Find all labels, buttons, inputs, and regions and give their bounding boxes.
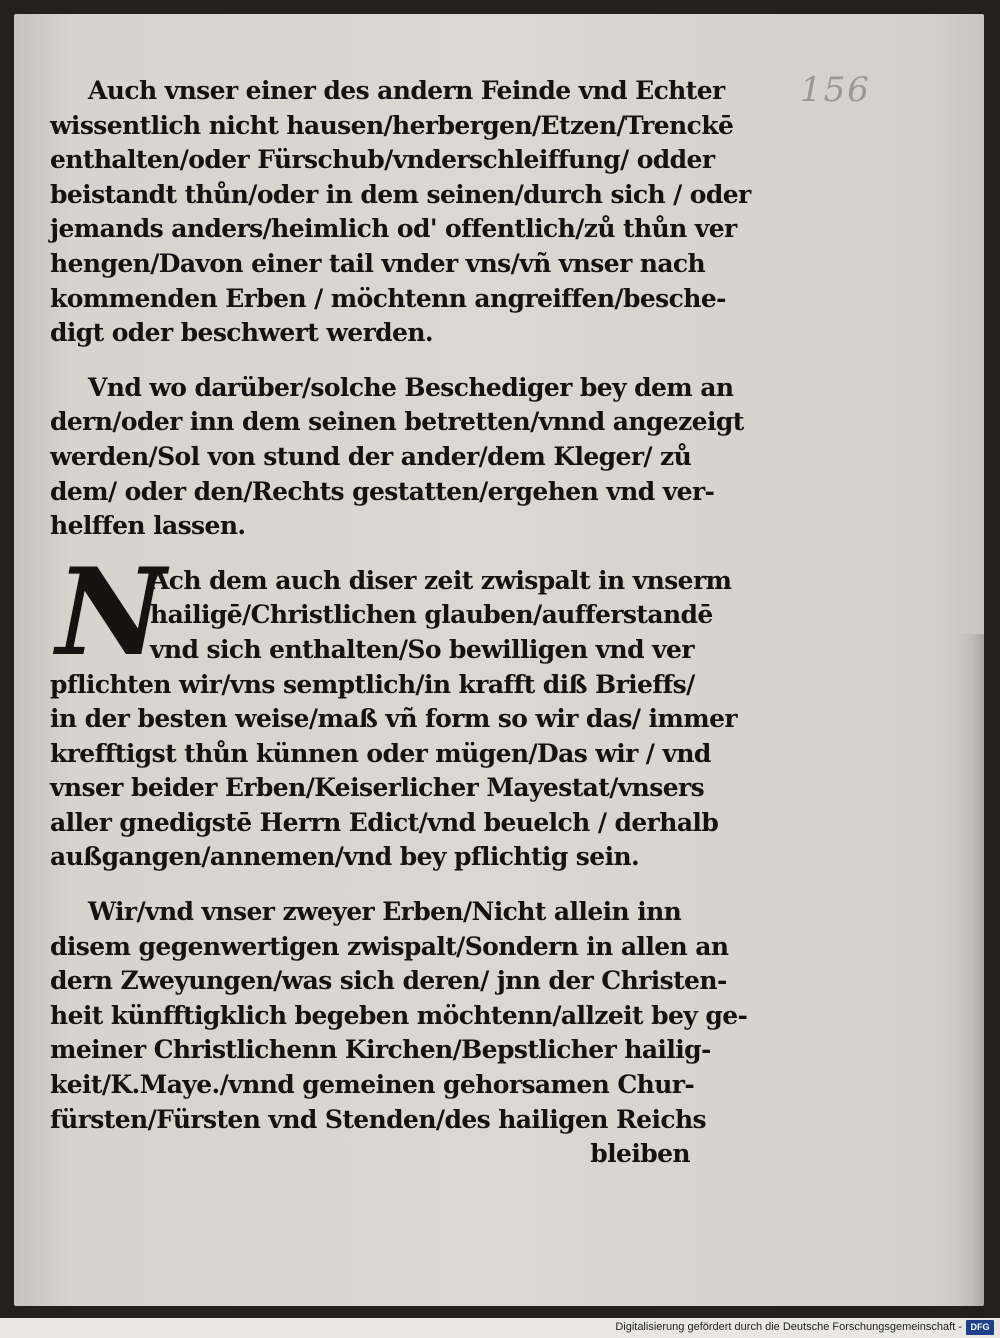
text-line: meiner Christlichenn Kirchen/Bepstlicher hailig- [50,1035,711,1065]
footer-bar [0,1318,1000,1338]
text-line: in der besten weise/maß vñ form so wir das/ immer [50,704,737,734]
paragraph-gap [50,875,690,895]
text-line: jemands anders/heimlich od' offentlich/zů thůn ver [50,214,737,244]
folio-number: 156 [800,70,871,110]
text-line: werden/Sol von stund der ander/dem Kleger/ zů [50,441,692,471]
funding-credit: Digitalisierung gefördert durch die Deutsche Forschungsgemeinschaft - [615,1321,962,1333]
text-line: digt oder beschwert werden. [50,318,434,348]
page-text [50,74,751,1172]
text-line: vnser beider Erben/Keiserlicher Mayestat/vnsers [50,773,705,803]
text-line: Wir/vnd vnser zweyer Erben/Nicht allein inn [88,897,682,927]
text-line: enthalten/oder Fürschub/vnderschleiffung/ odder [50,145,715,175]
text-line: hailigē/Christlichen glauben/aufferstandē [150,600,713,630]
text-line: heit künfftigklich begeben möchtenn/allzeit bey ge- [50,1000,748,1030]
text-line: dem/ oder den/Rechts gestatten/ergehen vnd ver- [50,476,715,506]
dfg-logo-icon: DFG [966,1320,994,1335]
text-line: Auch vnser einer des andern Feinde vnd Echter [88,76,725,105]
text-line: wissentlich nicht hausen/herbergen/Etzen/Trenckē [50,110,734,140]
text-line: keit/K.Maye./vnnd gemeinen gehorsamen Chur- [50,1070,695,1100]
text-line: dern Zweyungen/was sich deren/ jnn der Christen- [50,966,727,996]
text-line: fürsten/Fürsten vnd Stenden/des hailigen Reichs [50,1104,707,1134]
text-line: kommenden Erben / möchtenn angreiffen/besche- [50,283,726,313]
paragraph-2 [50,371,744,544]
text-line: pflichten wir/vns semptlich/in krafft diß Brieffs/ [50,669,695,699]
paragraph-4 [50,895,748,1172]
paragraph-1 [50,74,751,351]
text-line: außgangen/annemen/vnd bey pflichtig sein. [50,842,640,872]
paragraph-gap [50,351,690,371]
text-line: vnd sich enthalten/So bewilligen vnd ver [150,634,694,664]
page-edge-shadow [954,634,984,1314]
paragraph-3 [50,541,737,875]
text-line: Vnd wo darüber/solche Beschediger bey dem an [88,372,734,402]
text-line: Ach dem auch diser zeit zwispalt in vnserm [150,565,732,595]
drop-cap-initial: N [56,541,166,683]
text-line: krefftigst thůn künnen oder mügen/Das wir / vnd [50,738,711,768]
catchword: bleiben [590,1139,690,1169]
text-line: dern/oder inn dem seinen betretten/vnnd angezeigt [50,407,744,437]
text-line: helffen lassen. [50,511,246,541]
text-line: beistandt thůn/oder in dem seinen/durch sich / oder [50,179,751,209]
text-line: hengen/Davon einer tail vnder vns/vñ vnser nach [50,248,706,278]
text-line: disem gegenwertigen zwispalt/Sondern in allen an [50,931,729,961]
text-line: aller gnedigstē Herrn Edict/vnd beuelch / derhalb [50,807,719,837]
